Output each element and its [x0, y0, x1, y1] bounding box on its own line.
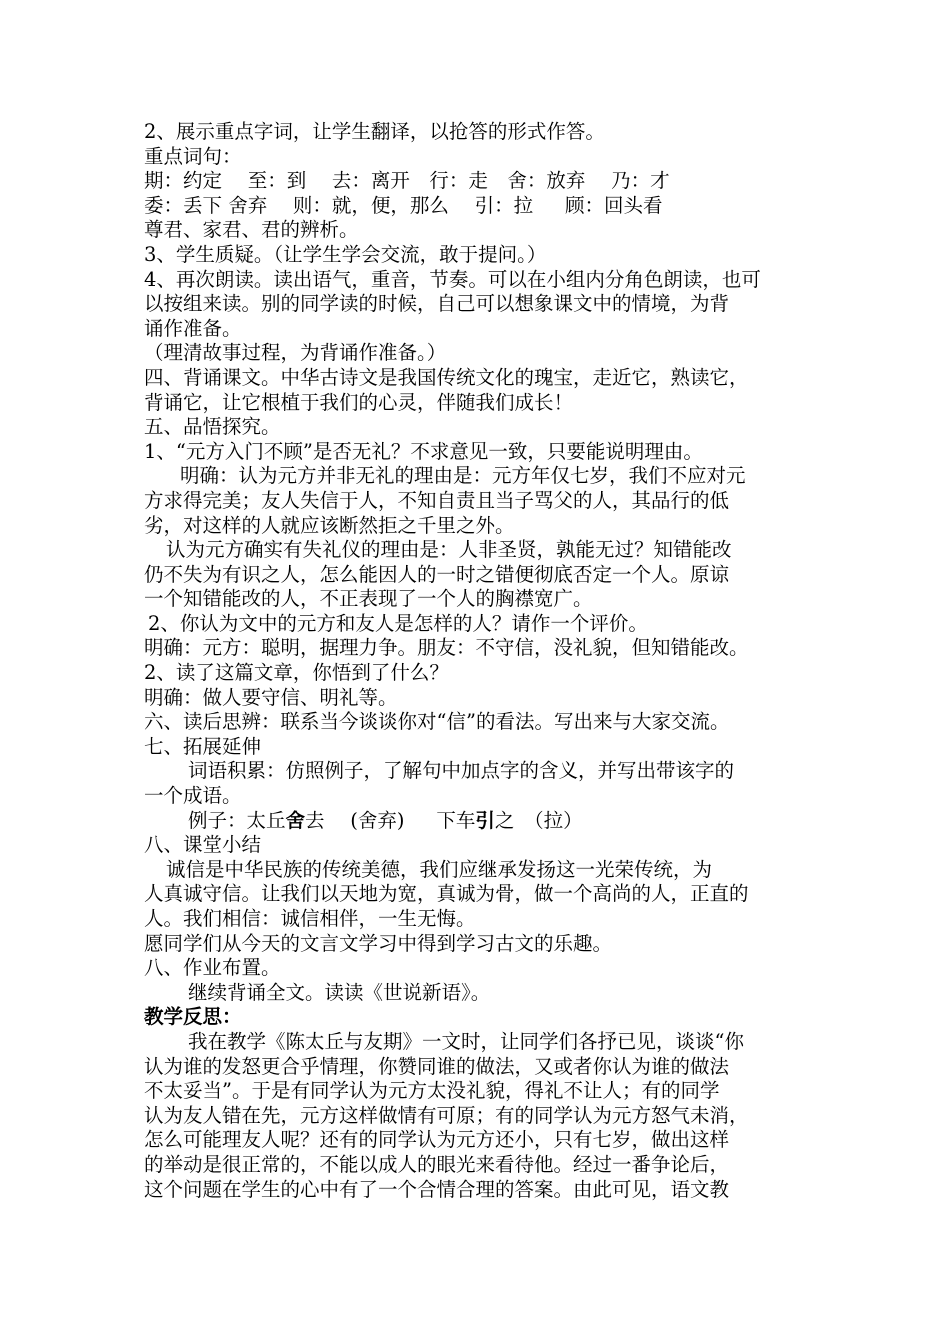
text-line: 明确：认为元方并非无礼的理由是：元方年仅七岁，我们不应对元: [180, 464, 746, 488]
text-line: 重点词句：: [144, 144, 242, 168]
text-line: 四、背诵课文。中华古诗文是我国传统文化的瑰宝，走近它，熟读它，: [144, 365, 749, 389]
text-line: 七、拓展延伸: [144, 734, 262, 758]
text-line: 明确：做人要守信、明礼等。: [144, 685, 398, 709]
text-line: 期：约定 至：到 去：离开 行：走 舍：放弃 乃：才: [144, 169, 670, 193]
text-line: 这个问题在学生的心中有了一个合情合理的答案。由此可见，语文教: [144, 1177, 730, 1201]
text-line: 仍不失为有识之人，怎么能因人的一时之错便彻底否定一个人。原谅: [144, 562, 730, 586]
text-line: 委：丢下 舍弃 则：就，便，那么 引：拉 顾：回头看: [144, 193, 663, 217]
text-line: （理清故事过程，为背诵作准备。）: [144, 341, 447, 365]
text-line: 人真诚守信。让我们以天地为宽，真诚为骨，做一个高尚的人，正直的: [144, 882, 749, 906]
text-line: 词语积累：仿照例子，了解句中加点字的含义，并写出带该字的: [188, 759, 735, 783]
text-line: 尊君、家君、君的辨析。: [144, 218, 359, 242]
text-line: 2、读了这篇文章，你悟到了什么？: [144, 661, 449, 685]
text-line: 继续背诵全文。读读《世说新语》。: [188, 980, 491, 1004]
text-line: 一个成语。: [144, 784, 242, 808]
text-line: 一个知错能改的人，不正表现了一个人的胸襟宽广。: [144, 587, 593, 611]
text-line: 诚信是中华民族的传统美德，我们应继承发扬这一光荣传统，为: [166, 857, 713, 881]
dotted-char: 引: [475, 808, 495, 832]
text-line: 4、再次朗读。读出语气，重音，节奏。可以在小组内分角色朗读，也可: [144, 267, 761, 291]
text-line: 愿同学们从今天的文言文学习中得到学习古文的乐趣。: [144, 931, 613, 955]
text-line: 我在教学《陈太丘与友期》一文时，让同学们各抒已见，谈谈“你: [188, 1029, 744, 1053]
example-end: 之 （拉）: [494, 808, 583, 832]
text-line: 诵作准备。: [144, 316, 242, 340]
text-line: 认为元方确实有失礼仪的理由是：人非圣贤，孰能无过？知错能改: [166, 538, 732, 562]
example-line: [144, 809, 808, 834]
text-line: 认为友人错在先，元方这样做情有可原；有的同学认为元方怒气未消，: [144, 1103, 749, 1127]
text-line: 明确：元方：聪明，据理力争。朋友：不守信，没礼貌，但知错能改。: [144, 636, 749, 660]
text-line: 的举动是很正常的，不能以成人的眼光来看待他。经过一番争论后，: [144, 1152, 730, 1176]
section-heading: 教学反思：: [144, 1005, 242, 1029]
text-line: 劣，对这样的人就应该断然拒之千里之外。: [144, 513, 515, 537]
document-page: [144, 120, 808, 1202]
text-line: 2、你认为文中的元方和友人是怎样的人？请作一个评价。: [148, 611, 648, 635]
text-line: 2、展示重点字词，让学生翻译，以抢答的形式作答。: [144, 120, 605, 143]
text-line: 方求得完美；友人失信于人，不知自责且当子骂父的人，其品行的低: [144, 488, 730, 512]
text-line: 3、学生质疑。（让学生学会交流，敢于提问。）: [144, 242, 547, 266]
text-line: 认为谁的发怒更合乎情理，你赞同谁的做法，又或者你认为谁的做法: [144, 1054, 730, 1078]
example-mid: 去 (舍弃) 下车: [305, 808, 476, 832]
text-line: 1、“元方入门不顾”是否无礼？不求意见一致，只要能说明理由。: [144, 439, 703, 463]
text-line: 八、课堂小结: [144, 833, 262, 857]
text-line: 怎么可能理友人呢？还有的同学认为元方还小，只有七岁，做出这样: [144, 1128, 730, 1152]
text-line: 背诵它，让它根植于我们的心灵，伴随我们成长！: [144, 390, 574, 414]
text-line: 人。我们相信：诚信相伴，一生无悔。: [144, 907, 476, 930]
text-line: 六、读后思辨：联系当今谈谈你对“信”的看法。写出来与大家交流。: [144, 710, 730, 734]
dotted-char: 舍: [285, 808, 306, 832]
example-prefix: 例子：太丘: [188, 808, 286, 832]
text-line: 不太妥当”。于是有同学认为元方太没礼貌，得礼不让人；有的同学: [144, 1079, 720, 1103]
text-line: 五、品悟探究。: [144, 415, 281, 439]
text-line: 以按组来读。别的同学读的时候，自己可以想象课文中的情境，为背: [144, 292, 730, 316]
text-line: 八、作业布置。: [144, 956, 281, 980]
